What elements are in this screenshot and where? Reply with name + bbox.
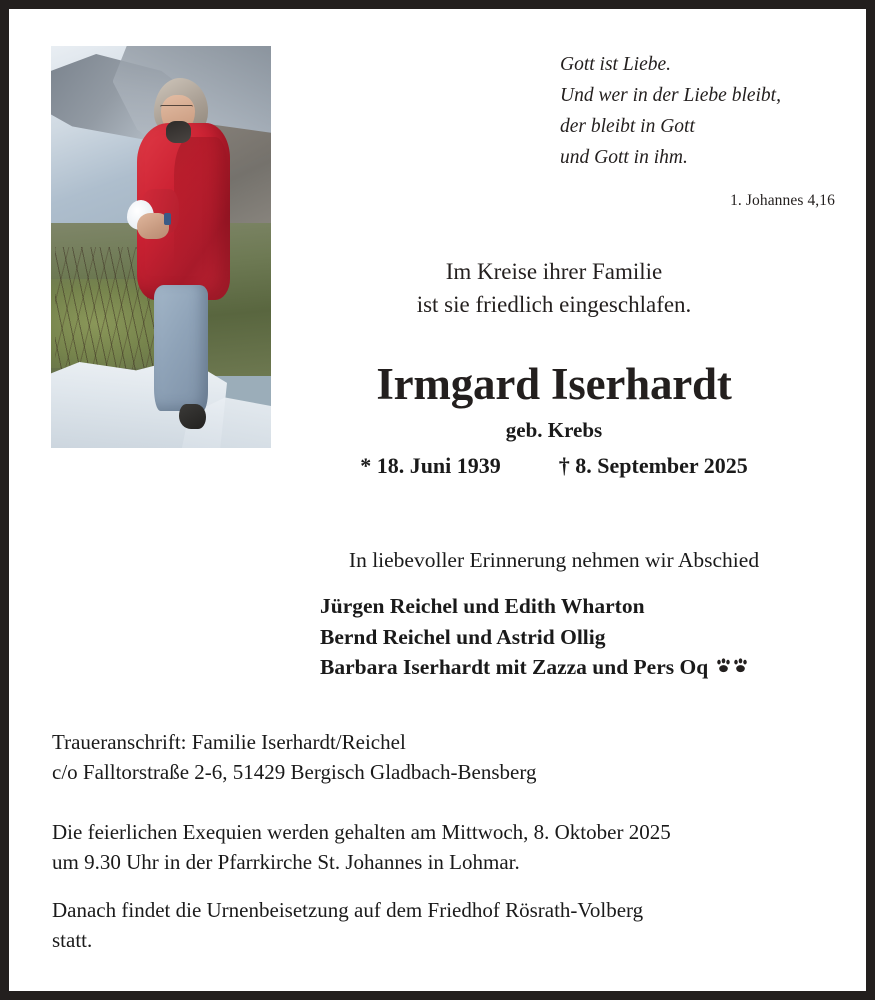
deceased-dates	[280, 452, 828, 480]
paw-print-icon	[715, 652, 749, 683]
photo-person-collar	[166, 121, 191, 143]
mourner-line-3	[320, 652, 749, 683]
verse-line-4: und Gott in ihm.	[560, 147, 688, 168]
photo-jacket-shading	[174, 137, 228, 285]
deceased-maiden-name: geb. Krebs	[505, 418, 603, 442]
birth-date: * 18. Juni 1939	[360, 453, 501, 478]
burial-info	[52, 895, 835, 955]
mourner-line-1: Jürgen Reichel und Edith Wharton	[320, 594, 645, 618]
photo-person-boot	[179, 404, 206, 430]
death-date: † 8. September 2025	[558, 453, 748, 478]
address-line-2: c/o Falltorstraße 2-6, 51429 Bergisch Gladbach-Bensberg	[52, 760, 537, 784]
deceased-name: Irmgard Iserhardt	[376, 359, 732, 409]
address-line-1: Traueranschrift: Familie Iserhardt/Reichel	[52, 730, 406, 754]
mourner-line-3-text: Barbara Iserhardt mit Zazza und Pers Oq	[320, 655, 709, 679]
service-line-2: um 9.30 Uhr in der Pfarrkirche St. Johannes in Lohmar.	[52, 850, 520, 874]
intro-line-1: Im Kreise ihrer Familie	[445, 259, 663, 284]
burial-line-1: Danach findet die Urnenbeisetzung auf dem Friedhof Rösrath-Volberg	[52, 898, 644, 922]
mourner-line-2: Bernd Reichel und Astrid Ollig	[320, 624, 606, 649]
mourning-address	[52, 727, 832, 787]
verse-reference: 1. Johannes 4,16	[730, 192, 835, 209]
photo-person	[117, 78, 240, 448]
mourners-names	[320, 591, 749, 683]
bible-verse	[560, 49, 835, 216]
portrait-photo	[51, 46, 271, 448]
photo-person-watch	[164, 213, 171, 225]
burial-line-2: statt.	[52, 928, 93, 952]
intro-line-2: ist sie friedlich eingeschlafen.	[416, 292, 692, 317]
deceased-block	[280, 357, 828, 480]
funeral-service-info	[52, 817, 835, 877]
obituary-card	[9, 9, 866, 991]
mourners-lead: In liebevoller Erinnerung nehmen wir Abschied	[348, 548, 760, 572]
photo-person-glasses	[160, 105, 193, 112]
verse-line-1: Gott ist Liebe.	[560, 54, 672, 75]
photo-scene	[51, 46, 271, 448]
verse-line-2: Und wer in der Liebe bleibt,	[560, 85, 781, 106]
service-line-1: Die feierlichen Exequien werden gehalten am Mittwoch, 8. Oktober 2025	[52, 820, 671, 844]
verse-line-3: der bleibt in Gott	[560, 116, 695, 137]
intro-text	[280, 255, 828, 321]
photo-person-jeans	[154, 285, 208, 411]
